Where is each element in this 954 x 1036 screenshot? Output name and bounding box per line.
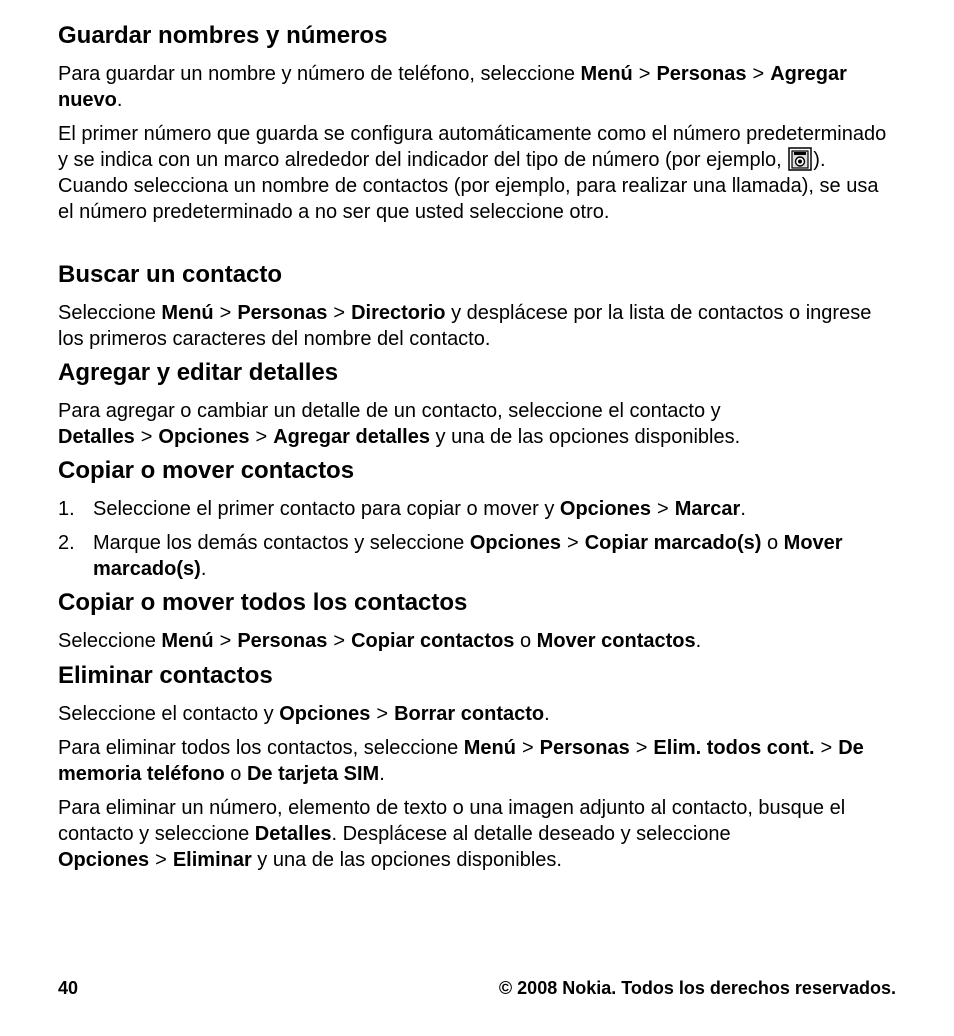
text: .	[200, 558, 207, 580]
heading-buscar: Buscar un contacto	[58, 261, 283, 288]
text: . Desplácese al detalle deseado y seleccione	[331, 823, 731, 845]
text: .	[695, 630, 702, 652]
menu-path-item: Directorio	[351, 302, 446, 324]
path-separator: >	[219, 302, 232, 324]
menu-path-item: Marcar	[674, 498, 741, 520]
path-separator: >	[638, 63, 651, 85]
list-item	[58, 530, 898, 582]
text: Para eliminar todos los contactos, seleccione	[58, 737, 464, 759]
path-separator: >	[521, 737, 534, 759]
paragraph-eliminar-3	[58, 795, 898, 873]
menu-path-item: Personas	[656, 63, 747, 85]
menu-path-item: Menú	[161, 302, 214, 324]
text: Seleccione	[58, 302, 162, 324]
path-separator: >	[155, 849, 167, 871]
menu-path-item: Detalles	[58, 426, 135, 448]
text: o	[514, 630, 537, 652]
path-separator: >	[333, 630, 346, 652]
path-separator: >	[376, 703, 389, 725]
menu-path-item: Opciones	[469, 532, 561, 554]
path-separator: >	[567, 532, 579, 554]
path-separator: >	[333, 302, 346, 324]
menu-path-item: Opciones	[58, 849, 150, 871]
menu-path-item: De tarjeta SIM	[246, 763, 380, 785]
path-separator: >	[140, 426, 153, 448]
menu-path-item: Agregar nuevo	[58, 63, 847, 111]
text: y desplácese por la lista de contactos o ingrese los primeros caracteres del nombre del contacto.	[58, 302, 872, 350]
text: y una de las opciones disponibles.	[251, 849, 562, 871]
menu-path-item: Copiar contactos	[351, 630, 515, 652]
text: El primer número que guarda se configura automáticamente como el número predeterminado y se indica con un marco alrededor del indicador del tipo de número (por ejemplo,	[58, 123, 887, 171]
menu-path-item: Elim. todos cont.	[653, 737, 815, 759]
framed-number-type-icon	[788, 147, 812, 171]
text: Para guardar un nombre y número de teléfono, seleccione	[58, 63, 581, 85]
menu-path-item: Mover contactos	[536, 630, 696, 652]
menu-path-item: Detalles	[254, 823, 332, 845]
list-item	[58, 496, 898, 522]
menu-path-item: Agregar detalles	[273, 426, 430, 448]
text: .	[740, 498, 746, 520]
text: Seleccione el contacto y	[58, 703, 280, 725]
heading-guardar: Guardar nombres y números	[58, 22, 388, 49]
heading-eliminar: Eliminar contactos	[58, 662, 273, 689]
path-separator: >	[635, 737, 648, 759]
text: .	[379, 763, 385, 785]
path-separator: >	[657, 498, 669, 520]
menu-path-item: Personas	[237, 302, 328, 324]
menu-path-item: Opciones	[279, 703, 371, 725]
heading-copiar-todos: Copiar o mover todos los contactos	[58, 589, 468, 616]
paragraph-eliminar-2	[58, 735, 898, 787]
paragraph-guardar-1	[58, 61, 898, 113]
text: y una de las opciones disponibles.	[429, 426, 741, 448]
path-separator: >	[255, 426, 268, 448]
paragraph-guardar-2	[58, 121, 898, 225]
menu-path-item: Menú	[580, 63, 633, 85]
list-number: 1.	[58, 498, 75, 520]
menu-path-item: Borrar contacto	[394, 703, 545, 725]
text: Seleccione	[58, 630, 162, 652]
list-number: 2.	[58, 532, 75, 554]
page-number: 40	[58, 978, 79, 998]
menu-path-item: Mover marcado(s)	[93, 532, 843, 580]
menu-path-item: Menú	[161, 630, 214, 652]
text: Marque los demás contactos y seleccione	[93, 532, 470, 554]
heading-agregar: Agregar y editar detalles	[58, 359, 339, 386]
text: Seleccione el primer contacto para copiar o mover y	[93, 498, 560, 520]
menu-path-item: Opciones	[559, 498, 652, 520]
text: .	[116, 89, 123, 111]
text: o	[761, 532, 784, 554]
text: Para eliminar un número, elemento de texto o una imagen adjunto al contacto, busque el contacto y seleccione	[58, 797, 846, 845]
menu-path-item: De memoria teléfono	[58, 737, 864, 785]
menu-path-item: Opciones	[158, 426, 250, 448]
menu-path-item: Copiar marcado(s)	[584, 532, 762, 554]
paragraph-copiar-todos	[58, 628, 898, 654]
text: Para agregar o cambiar un detalle de un contacto, seleccione el contacto y	[58, 400, 721, 422]
path-separator: >	[752, 63, 765, 85]
menu-path-item: Menú	[463, 737, 516, 759]
paragraph-agregar	[58, 398, 898, 450]
menu-path-item: Personas	[539, 737, 630, 759]
paragraph-buscar	[58, 300, 898, 352]
path-separator: >	[820, 737, 833, 759]
text: o	[224, 763, 247, 785]
path-separator: >	[219, 630, 232, 652]
paragraph-eliminar-1	[58, 701, 898, 727]
menu-path-item: Personas	[237, 630, 328, 652]
text: ). Cuando selecciona un nombre de contactos (por ejemplo, para realizar una llamada), se usa el número predeterminado a no ser que usted seleccione otro.	[58, 149, 879, 223]
menu-path-item: Eliminar	[172, 849, 252, 871]
copyright-notice: © 2008 Nokia. Todos los derechos reservados.	[498, 978, 896, 998]
text: .	[544, 703, 550, 725]
heading-copiar-mover: Copiar o mover contactos	[58, 457, 355, 484]
